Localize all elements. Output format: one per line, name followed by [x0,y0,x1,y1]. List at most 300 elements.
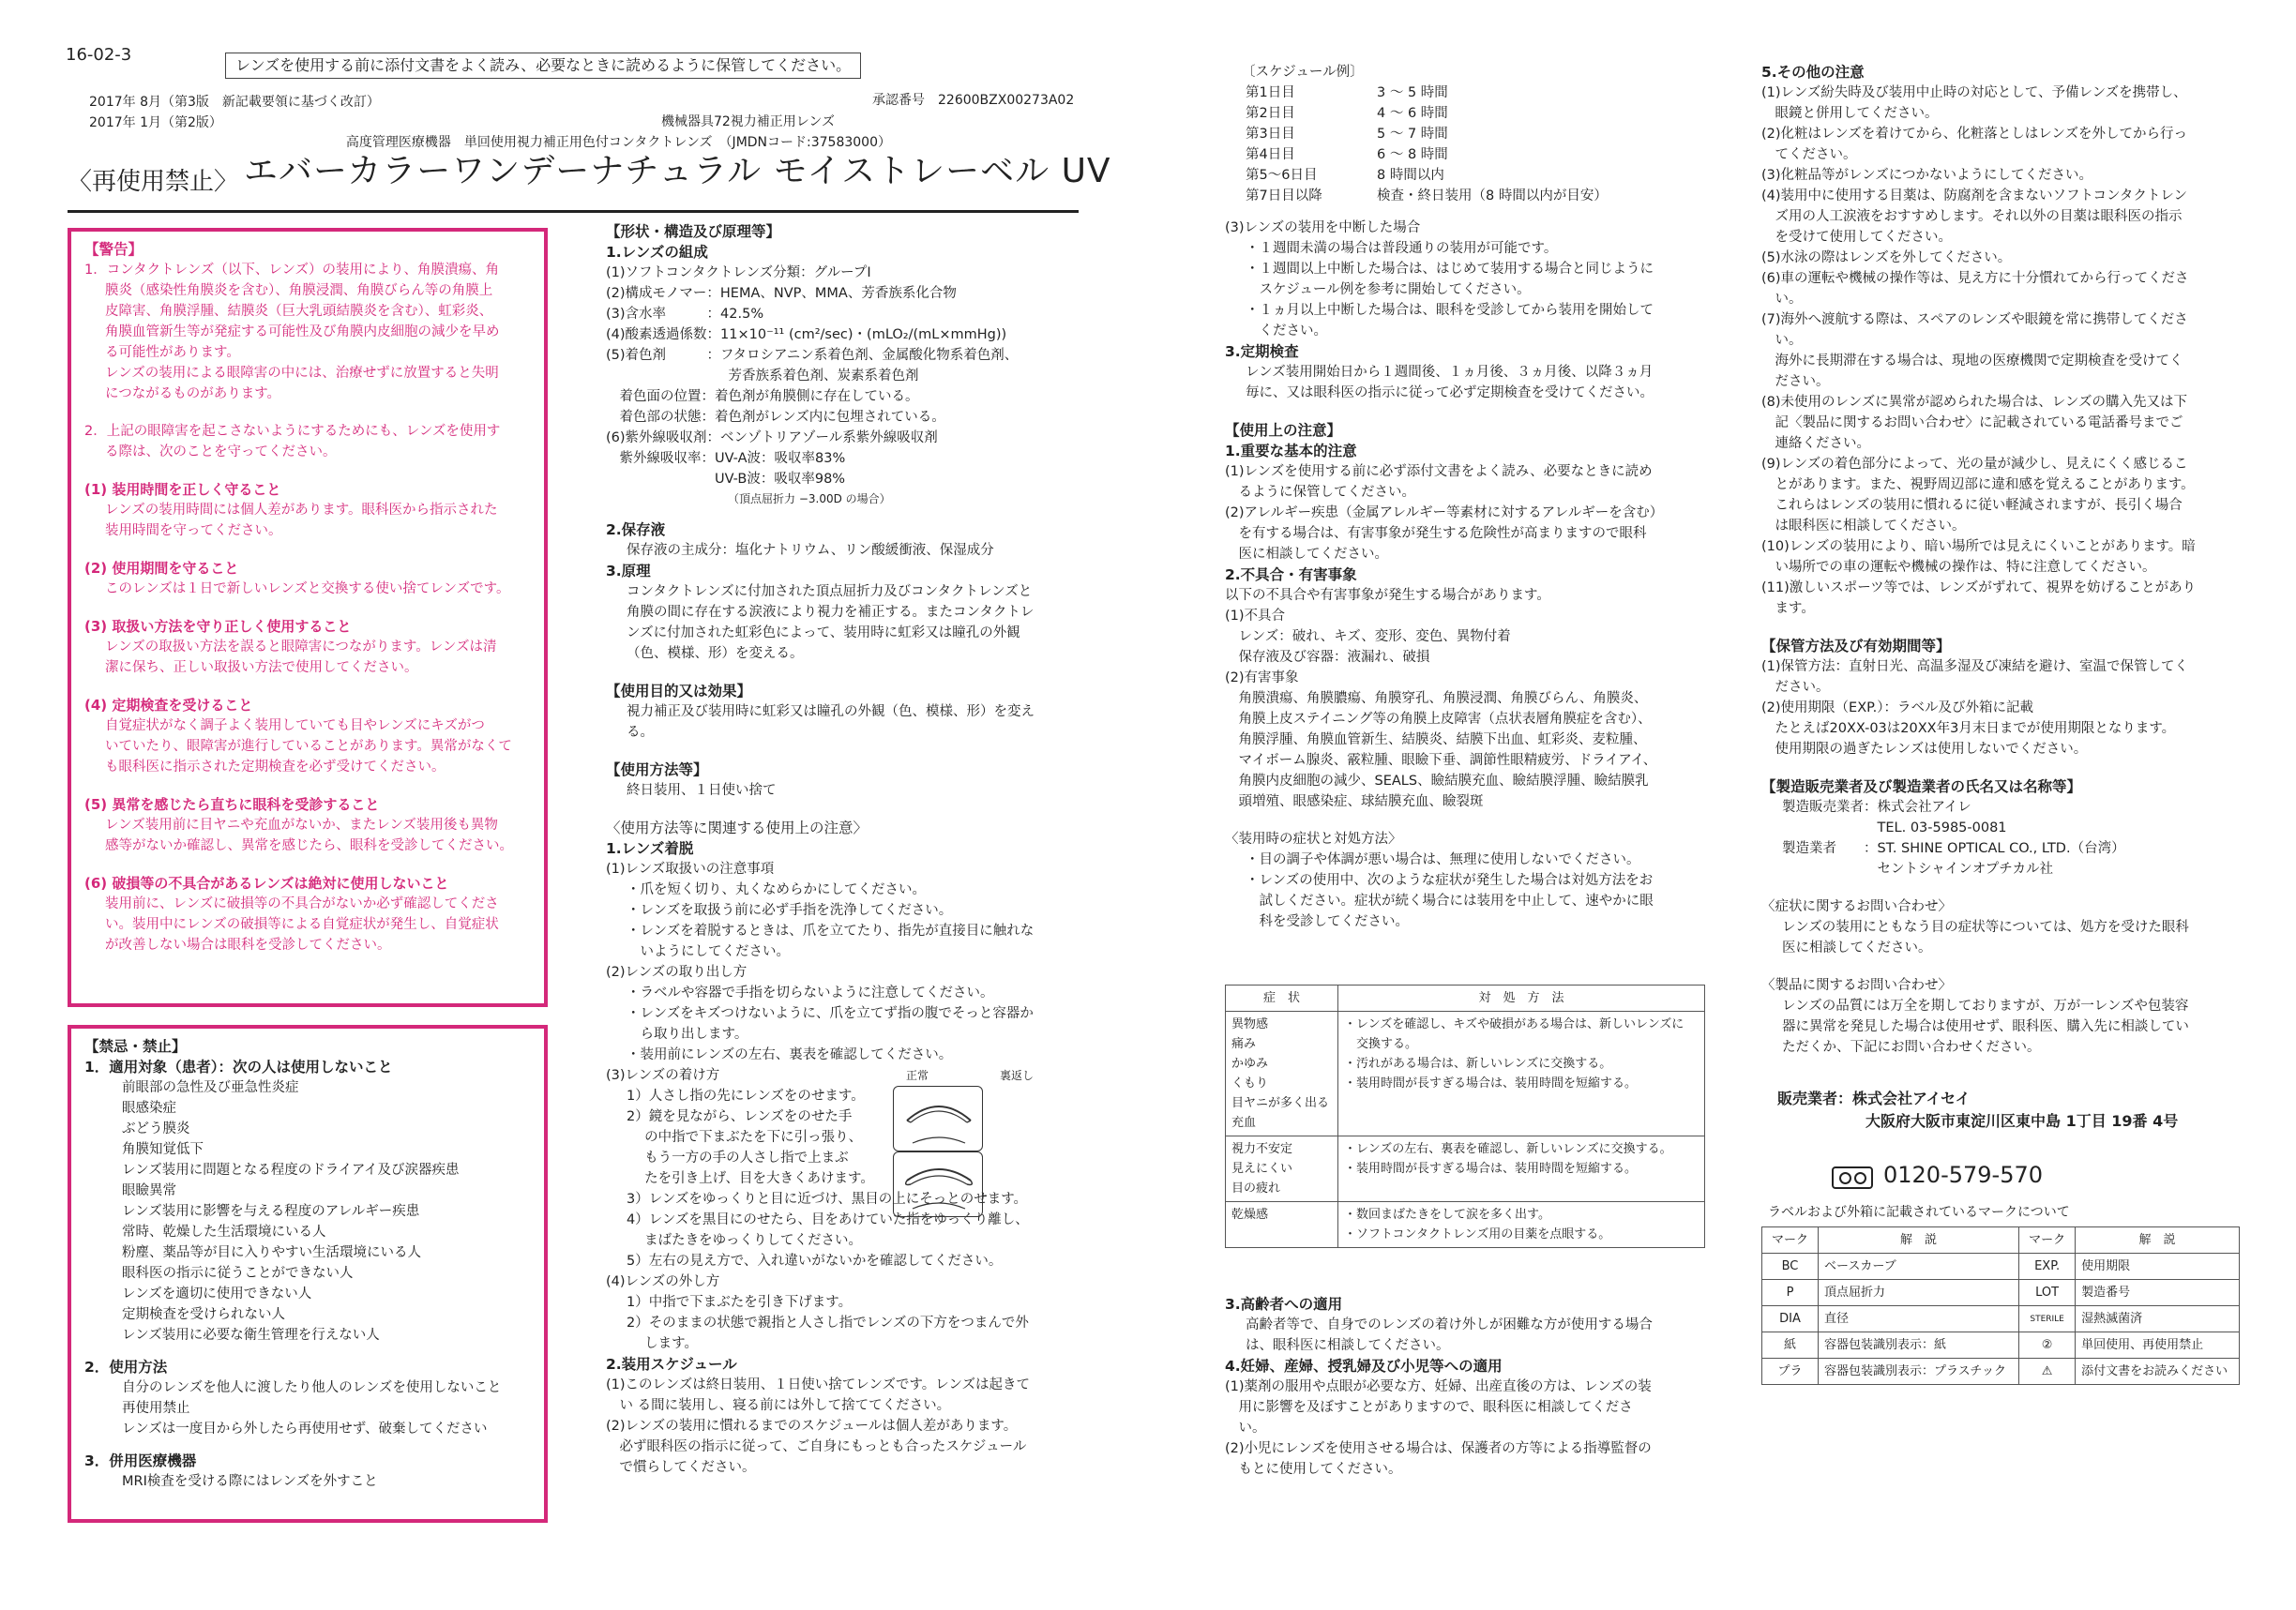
method-text: 終日装用、１日使い捨て [627,783,777,798]
text-line: ださい。 [1761,374,1830,389]
warning-line: 2．上記の眼障害を起こさないようにするためにも、レンズを使用す [84,424,501,439]
section-heading: 1．適用対象（患者）：次の人は使用しないこと [84,1059,393,1076]
warning-item-text: 装用時間を守ってください。 [105,523,282,538]
text-line: コンタクトレンズに付加された頂点屈折力及びコンタクトレンズと [627,584,1033,599]
item-heading: (2)レンズの取り出し方 [606,965,748,980]
text-line: ます。 [1761,601,1815,616]
column-header: 症 状 [1226,986,1338,1012]
spec-line: (6)紫外線吸収剤：ベンゾトリアゾール系紫外線吸収剤 [606,430,938,445]
symptom: 視力不安定 [1231,1142,1293,1156]
remedy: 交換する。 [1344,1037,1418,1051]
text-line: 連絡ください。 [1761,436,1870,451]
text-line: （色、模様、形）を変える。 [627,646,804,661]
text-line: レンズ装用に影響を与える程度のアレルギー疾患 [122,1204,420,1219]
text-line: 角膜の間に存在する涙液により視力を補正する。またコンタクトレ [627,605,1035,620]
mark-description: 添付文書をお読みください [2076,1359,2240,1385]
text-line: (2)化粧はレンズを着けてから、化粧落としはレンズを外してから行っ [1761,127,2187,142]
text-line: (1)このレンズは終日装用、１日使い捨てレンズです。レンズは起きて [606,1377,1030,1392]
text-line: します。 [627,1336,698,1351]
warning-items [84,462,531,955]
text-line: 毎に、又は眼科医の指示に従って必ず定期検査を受けてください。 [1246,385,1654,400]
mark-symbol: ② [2019,1332,2076,1359]
warning-item-heading: (1) 装用時間を正しく守ること [84,481,281,498]
text-line: 5）左右の見え方で、入れ違いがないかを確認してください。 [627,1254,1003,1269]
seller-address: 大阪府大阪市東淀川区東中島 1丁目 19番 4号 [1866,1112,2179,1130]
section-heading: 【製造販売業者及び製造業者の氏名又は名称等】 [1761,778,2082,795]
text-line: (6)車の運転や機械の操作等は、見え方に十分慣れてから行ってくださ [1761,271,2189,286]
text-line: たを引き上げ、目を大きくあけます。 [627,1171,874,1186]
text-line: レンズは一度目から外したら再使用せず、破棄してください [122,1422,488,1437]
read-before-use-notice: レンズを使用する前に添付文書をよく読み、必要なときに読めるように保管してください。 [225,53,861,79]
text-line: ズ用の人工涙液をおすすめします。それ以外の目薬は眼科医の指示 [1761,209,2183,224]
title-underline [68,210,1079,213]
text-line: レンズを適切に使用できない人 [122,1286,312,1302]
mark-description: 単回使用、再使用禁止 [2076,1332,2240,1359]
mark-symbol: 紙 [1762,1332,1819,1359]
spec-line: (4)酸素透過係数：11×10⁻¹¹ (cm²/sec)・(mLO₂/(mL×mmHg)) [606,327,1007,342]
column-other [1761,62,2249,1058]
symptom: 異物感 [1231,1017,1269,1031]
text-line: レンズの装用にともなう目の症状等については、処方を受けた眼科 [1782,920,2189,935]
column-structure [606,221,1075,1478]
principle-text [606,581,1075,664]
spec-line: 着色部の状態：着色剤がレンズ内に包埋されている。 [606,410,945,425]
product-inquiry-text [1761,996,2249,1058]
text-line: は眼科医に相談してください。 [1761,519,1966,534]
text-line: (1)レンズを使用する前に必ず添付文書をよく読み、必要なときに読め [1225,464,1653,479]
subsection-heading: 2.保存液 [606,521,666,538]
remedy: ・ソフトコンタクトレンズ用の目薬を点眼する。 [1344,1227,1611,1241]
freedial-icon [1832,1166,1873,1189]
subsection-heading: 1.レンズ着脱 [606,840,694,857]
warning-item-text: が改善しない場合は眼科を受診してください。 [105,938,391,953]
schedule-row [1246,165,1713,186]
column-header: マーク [2019,1227,2076,1254]
table-header-row [1762,1227,2240,1254]
text-line: 使用期限の過ぎたレンズは使用しないでください。 [1761,742,2088,757]
warning-item-text: レンズの取扱い方法を誤ると眼障害につながります。レンズは清 [105,639,497,655]
text-line: MRI検査を受ける際にはレンズを外すこと [122,1474,378,1489]
text-line: (2)有害事象 [1225,670,1299,685]
document-number: 16-02-3 [66,45,132,65]
figure-label-normal: 正常 [906,1069,929,1082]
spec-line: (3)含水率 ：42.5% [606,307,764,322]
section-heading: 【保管方法及び有効期間等】 [1761,638,1951,655]
warning-item-text: レンズ装用前に目ヤニや充血がないか、またレンズ装用後も異物 [105,818,498,833]
text-line: ださい。 [1761,680,1830,695]
text-line: ください。 [1246,324,1327,339]
text-line: 定期検査を受けられない人 [122,1307,285,1322]
text-line: ・レンズを取扱う前に必ず手指を洗浄してください。 [627,903,953,918]
text-line: 医に相談してください。 [1782,940,1932,955]
marks-heading: ラベルおよび外箱に記載されているマークについて [1768,1205,2070,1220]
warning-line: 皮障害、角膜浮腫、結膜炎（巨大乳頭結膜炎を含む）、虹彩炎、 [105,304,493,319]
text-line: (10)レンズの装用により、暗い場所では見えにくいことがあります。暗 [1761,539,2196,554]
mark-symbol: ⚠ [2019,1359,2076,1385]
text-line: ・装用前にレンズの左右、裏表を確認してください。 [627,1047,953,1062]
text-line: (9)レンズの着色部分によって、光の量が減少し、見えにくく感じるこ [1761,457,2188,472]
column-header: 対 処 方 法 [1338,986,1705,1012]
mark-symbol: LOT [2019,1280,2076,1306]
section-heading: 【使用上の注意】 [1225,422,1342,439]
warning-line: につながるものがあります。 [105,386,281,401]
text-line: 眼科医の指示に従うことができない人 [122,1266,354,1281]
warning-item-text: 感等がないか確認し、異常を感じたら、眼科を受診してください。 [105,838,513,853]
reuse-prohibited-label: 〈再使用禁止〉 [68,168,239,196]
spec-line: 芳香族系着色剤、炭素系着色剤 [606,369,919,384]
section-heading: 【使用目的又は効果】 [606,683,752,700]
removal-list [606,983,1075,1065]
text-line: まばたきをゆっくりしてください。 [627,1233,862,1248]
mark-symbol: STERILE [2019,1306,2076,1332]
text-line: (8)未使用のレンズに異常が認められた場合は、レンズの購入先又は下 [1761,395,2187,410]
schedule-hours: 3 〜 5 時間 [1377,85,1448,100]
lens-figures [885,1086,1075,1217]
table-row [1226,1202,1705,1248]
table-row [1226,1136,1705,1202]
text-line: これらはレンズの装用に慣れるに従い軽減されますが、長引く場合 [1761,498,2183,513]
insertion-block [606,1065,1075,1271]
warning-item-text: も眼科医に指示された定期検査を必ず受けてください。 [105,760,446,775]
item-heading: (4)レンズの外し方 [606,1274,720,1289]
warning-item-heading: (5) 異常を感じたら直ちに眼科を受診すること [84,796,380,813]
warning-line: 角膜血管新生等が発症する可能性及び角膜内皮細胞の減少を早め [105,324,500,339]
spec-line: 紫外線吸収率：UV-A波：吸収率83% [606,451,846,466]
text-line: る。 [627,725,654,740]
symptom: かゆみ [1231,1057,1269,1071]
table-row [1762,1332,2240,1359]
warning-item-text: 自覚症状がなく調子よく装用していても目やレンズにキズがつ [105,718,485,733]
text-line: (1)レンズ紛失時及び装用中止時の対応として、予備レンズを携帯し、 [1761,85,2187,100]
column-header: 解 説 [1819,1227,2019,1254]
text-line: るように保管してください。 [1225,485,1415,500]
text-line: レンズ装用に必要な衛生管理を行えない人 [122,1328,380,1343]
text-line: 用に影響を及ぼすことがありますので、眼科医に相談してくださ [1225,1400,1633,1415]
text-line: 海外に長期滞在する場合は、現地の医療機関で定期検査を受けてく [1761,354,2183,369]
schedule-hours: 5 〜 7 時間 [1377,127,1448,142]
warning-item-text: 装用前に、レンズに破損等の不具合がないか必ず確認してくださ [105,896,499,911]
text-line: 製造販売業者：株式会社アイレ [1782,800,1971,815]
text-line: 角膜知覚低下 [122,1142,204,1157]
text-line: は、眼科医に相談してください。 [1246,1338,1450,1353]
contraindication-box [68,1025,548,1523]
symptom: 痛み [1231,1037,1257,1051]
other-caution-list [1761,83,2249,619]
schedule-day: 第1日目 [1246,85,1295,100]
warning-item-heading: (6) 破損等の不具合があるレンズは絶対に使用しないこと [84,875,449,892]
schedule-row [1246,144,1713,165]
section-heading: 【使用方法等】 [606,761,708,778]
symptom-cell [1226,1012,1338,1136]
spec-line: (5)着色剤 ：フタロシアニン系着色剤、金属酸化物系着色剤、 [606,348,1019,363]
warning-intro [84,260,531,404]
text-line: (2)レンズの装用に慣れるまでのスケジュールは個人差があります。 [606,1419,1018,1434]
schedule-hours: 検査・終日装用（8 時間以内が目安） [1377,188,1608,203]
seller-info [1777,1088,2178,1133]
remedy: ・レンズの左右、裏表を確認し、新しいレンズに交換する。 [1344,1142,1672,1156]
text-line: ただくか、下記にお問い合わせください。 [1782,1040,2041,1055]
figure-label-inverted: 裏返し [1000,1069,1035,1082]
text-line: を有する場合は、有害事象が発生する危険性が高まりますので眼科 [1225,526,1647,541]
schedule-row [1246,83,1713,103]
text-line: 角膜浮腫、角膜血管新生、結膜炎、結膜下出血、虹彩炎、麦粒腫、 [1225,732,1647,747]
text-line: ぶどう膜炎 [122,1121,190,1136]
mark-description: 容器包装識別表示：プラスチック [1819,1359,2019,1385]
text-line: (2)アレルギー疾患（金属アレルギー等素材に対するアレルギーを含む） [1225,505,1664,520]
text-line: で慣らしてください。 [606,1460,756,1475]
text-line: ・１週間以上中断した場合は、はじめて装用する場合と同じように [1246,262,1654,277]
mark-symbol: EXP. [2019,1254,2076,1280]
schedule-hours: 6 〜 8 時間 [1377,147,1448,162]
warning-intro-2 [84,421,531,462]
mark-symbol: BC [1762,1254,1819,1280]
text-line: (2)小児にレンズを使用させる場合は、保護者の方等による指導監督の [1225,1441,1652,1456]
text-line: ら取り出します。 [627,1027,748,1042]
text-line: 角膜内皮細胞の減少、SEALS、瞼結膜充血、瞼結膜浮腫、瞼結膜乳 [1225,774,1649,789]
text-line: 医に相談してください。 [1225,547,1388,562]
table-row [1762,1306,2240,1332]
elderly-text [1225,1315,1713,1356]
warning-box [68,228,548,1007]
text-line: 器に異常を発見した場合は使用せず、眼科医、購入先に相談してい [1782,1019,2189,1034]
symptom: 見えにくい [1231,1162,1293,1176]
text-line: もとに使用してください。 [1225,1462,1402,1477]
remedy: ・数回まばたきをして涙を多く出す。 [1344,1208,1550,1222]
table-row [1762,1359,2240,1385]
combined-device-list [84,1471,531,1492]
lens-normal-figure [893,1086,983,1151]
text-line: の中指で下まぶたを下に引っ張り、 [627,1130,863,1145]
text-line: 試しください。症状が続く場合には装用を中止して、速やかに眼 [1246,894,1654,909]
text-line: TEL. 03-5985-0081 [1782,820,2007,835]
composition-list [606,263,1075,489]
solution-text: 保存液の主成分：塩化ナトリウム、リン酸緩衝液、保湿成分 [627,543,994,558]
text-line: (5)水泳の際はレンズを外してください。 [1761,250,2012,265]
text-line: ・レンズを着脱するときは、爪を立てたり、指先が直接目に触れな [627,924,1035,939]
classification-line: 機械器具72視力補正用レンズ [660,114,835,129]
remedy: ・汚れがある場合は、新しいレンズに交換する。 [1344,1057,1612,1071]
text-line: 眼感染症 [122,1101,176,1116]
checkup-text [1225,362,1713,403]
storage-list [1761,656,2249,760]
mark-description: 容器包装識別表示：紙 [1819,1332,2019,1359]
warning-line: る可能性があります。 [105,345,240,360]
approval-number: 承認番号 22600BZX00273A02 [872,93,1075,108]
text-line: い る間に装用し、寝る前には外して捨ててください。 [606,1398,951,1413]
mark-description: ベースカーブ [1819,1254,2019,1280]
warning-item-text: 潔に保ち、正しい取扱い方法で使用してください。 [105,660,418,675]
schedule-hours: 8 時間以内 [1377,168,1444,183]
text-line: (11)激しいスポーツ等では、レンズがずれて、視界を妨げることがあり [1761,580,2197,595]
mark-symbol: プラ [1762,1359,1819,1385]
symptom: 乾燥感 [1231,1208,1269,1222]
device-classification [291,112,1088,153]
text-line: 常時、乾燥した生活環境にいる人 [122,1225,326,1240]
text-line: 2）そのままの状態で親指と人さし指でレンズの下方をつまんで外 [627,1316,1029,1331]
text-line: 4）レンズを黒目にのせたら、目をあけていた指をゆっくり離し、 [627,1212,1029,1227]
schedule-day: 第4日目 [1246,147,1295,162]
text-line: い。 [1225,1421,1266,1436]
warning-item-text: レンズの装用時間には個人差があります。眼科医から指示された [105,503,498,518]
mark-description: 使用期限 [2076,1254,2240,1280]
section-heading: 〈使用方法等に関連する使用上の注意〉 [606,820,869,836]
spec-line: (2)構成モノマー：HEMA、NVP、MMA、芳香族系化合物 [606,286,957,301]
text-line: い場所での車の運転や機械の操作は、特に注意してください。 [1761,560,2156,575]
revision-line: 2017年 1月（第2版） [89,115,222,130]
section-heading: 3．併用医療機器 [84,1452,197,1469]
text-line: 必ず眼科医の指示に従って、ご自身にもっとも合ったスケジュール [606,1439,1027,1454]
text-line: ・レンズをキズつけないように、爪を立てず指の腹でそっと容器か [627,1006,1034,1021]
text-line: (7)海外へ渡航する際は、スペアのレンズや眼鏡を常に携帯してくださ [1761,312,2188,327]
schedule-row [1246,124,1713,144]
text-line: 記〈製品に関するお問い合わせ〉に記載されている電話番号までご [1761,415,2183,430]
schedule-row [1246,186,1713,206]
symptom: くもり [1231,1076,1269,1091]
item-heading: (1)レンズ取扱いの注意事項 [606,862,775,877]
text-line: マイボーム腺炎、霰粒腫、眼瞼下垂、調節性眼精疲労、ドライアイ、 [1225,753,1657,768]
text-line: セントシャインオプチカル社 [1782,862,2053,877]
interruption-list [1225,238,1713,341]
mark-description: 頂点屈折力 [1819,1280,2019,1306]
subsection-heading: 3.定期検査 [1225,343,1299,360]
text-line: てください。 [1761,147,1857,162]
symptoms-list [1225,850,1713,932]
schedule-notes [606,1375,1075,1478]
subsection-heading: 1.レンズの組成 [606,244,708,261]
remove-steps-list [606,1292,1075,1354]
subsection-heading: 2.不具合・有害事象 [1225,566,1357,583]
purpose-text [606,701,1075,743]
text-line: レンズ：破れ、キズ、変形、変色、異物付着 [1225,629,1511,644]
column-header: マーク [1762,1227,1819,1254]
text-line: たとえば20XX-03は20XX年3月末日までが使用期限となります。 [1761,721,2176,736]
schedule-day: 第3日目 [1246,127,1295,142]
symptom: 充血 [1231,1116,1257,1130]
text-line: 以下の不具合や有害事象が発生する場合があります。 [1225,588,1550,603]
subsection-heading: 3.原理 [606,563,651,579]
revision-line: 2017年 8月（第3版 新記載要領に基づく改訂） [89,95,380,110]
warning-line: 膜炎（感染性角膜炎を含む）、角膜浸潤、角膜びらん等の角膜上 [105,283,493,298]
subsection-heading: 1.重要な基本的注意 [1225,443,1357,459]
spec-line: 着色面の位置：着色剤が角膜側に存在している。 [606,389,919,404]
text-line: (4)装用中に使用する目薬は、防腐剤を含まないソフトコンタクトレン [1761,188,2188,203]
text-line: ・レンズの使用中、次のような症状が発生した場合は対処方法をお [1246,873,1654,888]
text-line: ンズに付加された虹彩色によって、装用時に虹彩又は瞳孔の外観 [627,625,1020,640]
table-header-row [1226,986,1705,1012]
schedule-row [1246,103,1713,124]
text-line: い。 [1761,333,1803,348]
inquiry-heading: 〈症状に関するお問い合わせ〉 [1761,899,1952,914]
text-line: 角膜上皮ステイニング等の角膜上皮障害（点状表層角膜症を含む）、 [1225,712,1652,727]
text-line: もう一方の手の人さし指で上まぶ [627,1151,849,1166]
warning-line: レンズの装用による眼障害の中には、治療せずに放置すると失明 [105,366,499,381]
lens-inverted-figure [893,1151,983,1217]
text-line: 高齢者等で、自身でのレンズの着け外しが困難な方が使用する場合 [1246,1317,1653,1332]
handling-list [606,880,1075,962]
text-line: を受けて使用してください。 [1761,230,1952,245]
spec-line: UV-B波：吸収率98% [606,472,846,487]
text-line: 前眼部の急性及び亜急性炎症 [122,1080,299,1095]
text-line: 1）中指で下まぶたを引き下げます。 [627,1295,853,1310]
text-line: い。 [1761,292,1803,307]
text-line: 粉塵、薬品等が目に入りやすい生活環境にいる人 [122,1245,421,1260]
symptoms-heading: 〈装用時の症状と対処方法〉 [1225,832,1402,847]
text-line: (2)使用期限（EXP.）：ラベル及び外箱に記載 [1761,700,2033,715]
column-caution [1225,62,1713,932]
symptom-remedy-table [1225,985,1705,1248]
remedy-cell [1338,1136,1705,1202]
inquiry-heading: 〈製品に関するお問い合わせ〉 [1761,978,1952,993]
warning-item-text: い。装用中にレンズの破損等による自覚症状が発生し、自覚症状 [105,917,499,932]
pregnancy-list [1225,1377,1713,1480]
symptom-inquiry-text [1761,917,2249,958]
section-heading: 【形状・構造及び原理等】 [606,223,781,240]
text-line: (1)保管方法：直射日光、高温多湿及び凍結を避け、室温で保管してく [1761,659,2188,674]
text-line: 再使用禁止 [122,1401,190,1416]
mark-description: 直径 [1819,1306,2019,1332]
contraindication-heading: 【禁忌・禁止】 [84,1038,187,1055]
section-heading: 2．使用方法 [84,1359,168,1376]
text-line: 科を受診してください。 [1246,914,1409,929]
subsection-heading: 2.装用スケジュール [606,1356,737,1373]
text-line: ・目の調子や体調が悪い場合は、無理に使用しないでください。 [1246,852,1640,867]
text-line: 頭増殖、眼感染症、球結膜充血、瞼裂斑 [1225,794,1484,809]
remedy-cell [1338,1012,1705,1136]
mark-symbol: DIA [1762,1306,1819,1332]
warning-line: る際は、次のことを守ってください。 [105,444,337,459]
usage-restriction-list [84,1377,531,1439]
text-line: 1）人さし指の先にレンズをのせます。 [627,1089,865,1104]
uv-note: （頂点屈折力 −3.00D の場合） [728,492,891,505]
text-line: 眼瞼異常 [122,1183,176,1198]
text-line: ・１週間未満の場合は普段通りの装用が可能です。 [1246,241,1558,256]
phone-number[interactable]: 0120-579-570 [1883,1162,2044,1188]
remedy: ・装用時間が長すぎる場合は、装用時間を短縮する。 [1344,1162,1638,1176]
text-line: 保存液及び容器：液漏れ、破損 [1225,650,1430,665]
subsection-heading: 5.その他の注意 [1761,64,1865,81]
subsection-heading: 4.妊婦、産婦、授乳婦及び小児等への適用 [1225,1358,1503,1375]
warning-heading: 【警告】 [84,241,144,258]
subsection-heading: 3.高齢者への適用 [1225,1296,1343,1313]
table-row [1762,1254,2240,1280]
text-line: 製造業者 ：ST. SHINE OPTICAL CO., LTD.（台湾） [1782,841,2125,856]
text-line: レンズの品質には万全を期しておりますが、万が一レンズや包装容 [1782,999,2189,1014]
schedule-table [1225,83,1713,206]
text-line: ・１ヵ月以上中断した場合は、眼科を受診してから装用を開始して [1246,303,1654,318]
manufacturer-list [1761,797,2249,880]
mark-description: 湿熱滅菌済 [2076,1306,2240,1332]
warning-item-heading: (3) 取扱い方法を守り正しく使用すること [84,618,352,635]
seller-name: 販売業者：株式会社アイセイ [1777,1090,1971,1107]
text-line: (1)不具合 [1225,609,1286,624]
table-row [1226,1012,1705,1136]
warning-item-text: このレンズは１日で新しいレンズと交換する使い捨てレンズです。 [105,581,510,596]
remedy-cell [1338,1202,1705,1248]
symptom: 目の疲れ [1231,1181,1281,1196]
text-line: 3）レンズをゆっくりと目に近づけ、黒目の上にそっとのせます。 [627,1192,1028,1207]
text-line: 自分のレンズを他人に渡したり他人のレンズを使用しないこと [122,1380,502,1395]
basic-caution-list [1225,461,1713,564]
text-line: レンズ装用に問題となる程度のドライアイ及び涙器疾患 [122,1163,460,1178]
text-line: 眼鏡と併用してください。 [1761,106,1939,121]
spec-line: (1)ソフトコンタクトレンズ分類：グループⅠ [606,265,871,280]
text-line: 2）鏡を見ながら、レンズをのせた手 [627,1109,853,1124]
schedule-hours: 4 〜 6 時間 [1377,106,1448,121]
mark-description: 製造番号 [2076,1280,2240,1306]
item-heading: (3)レンズの着け方 [606,1068,720,1083]
text-line: とがあります。また、視野周辺部に違和感を覚えることがあります。 [1761,477,2195,492]
schedule-day: 第5〜6日目 [1246,168,1318,183]
